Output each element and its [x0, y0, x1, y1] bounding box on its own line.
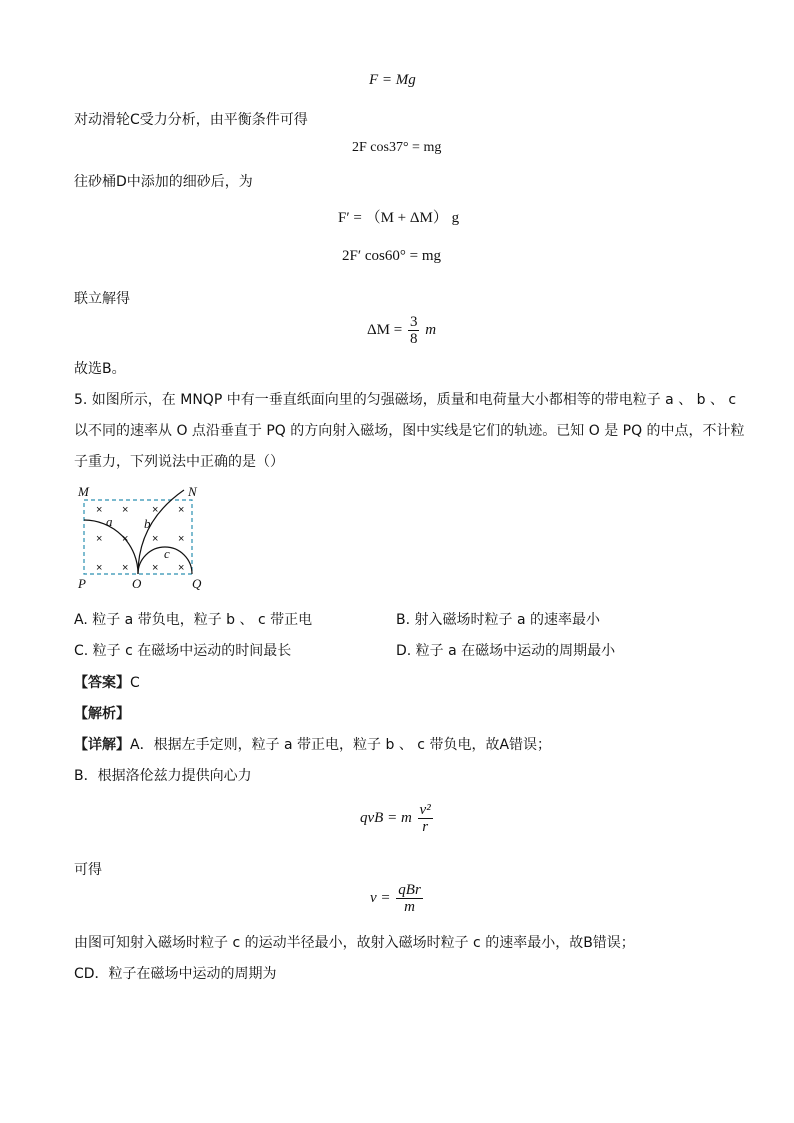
question-line-2: 以不同的速率从 O 点沿垂直于 PQ 的方向射入磁场，图中实线是它们的轨迹。已知 O 是 PQ 的中点，不计粒: [74, 423, 745, 439]
delta-m-denominator: 8: [409, 331, 418, 347]
detail-a-text: A．根据左手定则，粒子 a 带正电，粒子 b 、 c 带负电，故A错误；: [130, 737, 552, 753]
field-mark: ×: [96, 504, 103, 516]
qvb-denominator: r: [422, 819, 429, 835]
field-mark: ×: [96, 533, 103, 545]
equation-qvb: [360, 802, 435, 835]
equation-2fcos37: 2F cos37° = mg: [352, 140, 442, 155]
label-n: N: [188, 484, 197, 499]
answer-tag: 【答案】: [74, 675, 130, 691]
field-mark: ×: [152, 533, 159, 545]
text-solve: 联立解得: [74, 291, 130, 307]
text-choose-b: 故选B。: [74, 361, 126, 377]
field-mark: ×: [152, 504, 159, 516]
equation-f-mg: F = Mg: [369, 72, 416, 88]
equation-f-prime: F′ = （M + ΔM） g: [338, 210, 460, 226]
label-c: c: [164, 546, 170, 561]
field-mark: ×: [178, 504, 185, 516]
magnetic-field-figure: [74, 482, 214, 594]
question-line-1: 5. 如图所示，在 MNQP 中有一垂直纸面向里的匀强磁场，质量和电荷量大小都相等的带电粒子 a 、 b 、 c: [74, 392, 737, 408]
text-get: 可得: [74, 862, 102, 878]
text-radius: 由图可知射入磁场时粒子 c 的运动半径最小，故射入磁场时粒子 c 的速率最小，故B错误；: [74, 935, 635, 951]
v-denominator: m: [404, 899, 415, 915]
v-lhs: v =: [370, 889, 391, 906]
label-p: P: [78, 576, 86, 591]
qvb-lhs: qvB = m: [360, 809, 412, 826]
option-d: D. 粒子 a 在磁场中运动的周期最小: [396, 643, 616, 659]
delta-m-numerator: 3: [409, 314, 418, 330]
text-balance: 对动滑轮C受力分析，由平衡条件可得: [74, 112, 308, 128]
label-o: O: [132, 576, 142, 591]
analysis-line: [74, 703, 130, 723]
answer-value: C: [130, 675, 140, 691]
equation-v: [370, 882, 425, 915]
field-mark: ×: [152, 562, 159, 574]
delta-m-fraction: [408, 314, 420, 347]
delta-m-lhs: ΔM =: [367, 321, 403, 338]
answer-line: [74, 672, 140, 692]
v-fraction: [396, 882, 423, 915]
qvb-fraction: [418, 802, 433, 835]
field-mark: ×: [178, 562, 185, 574]
v-numerator: qBr: [398, 882, 421, 898]
field-mark: ×: [122, 562, 129, 574]
option-a: A. 粒子 a 带负电，粒子 b 、 c 带正电: [74, 612, 313, 628]
field-mark: ×: [96, 562, 103, 574]
detail-b-line: B．根据洛伦兹力提供向心力: [74, 768, 252, 784]
delta-m-rhs: m: [425, 321, 437, 338]
label-q: Q: [192, 576, 202, 591]
field-mark: ×: [122, 533, 129, 545]
option-b: B. 射入磁场时粒子 a 的速率最小: [396, 612, 600, 628]
field-mark: ×: [178, 533, 185, 545]
text-add-sand: 往砂桶D中添加的细砂后，为: [74, 174, 253, 190]
label-a: a: [106, 514, 113, 529]
equation-delta-m: [367, 314, 436, 347]
field-mark: ×: [122, 504, 129, 516]
option-c: C. 粒子 c 在磁场中运动的时间最长: [74, 643, 292, 659]
equation-2fprimecos60: 2F′ cos60° = mg: [342, 248, 441, 264]
analysis-tag: 【解析】: [74, 706, 130, 722]
qvb-numerator: v²: [419, 802, 431, 818]
label-b: b: [144, 516, 151, 531]
text-cd: CD．粒子在磁场中运动的周期为: [74, 966, 277, 982]
detail-a-line: [74, 734, 551, 754]
label-m: M: [78, 484, 89, 499]
question-line-3: 子重力，下列说法中正确的是（）: [74, 454, 284, 470]
detail-tag: 【详解】: [74, 737, 130, 753]
